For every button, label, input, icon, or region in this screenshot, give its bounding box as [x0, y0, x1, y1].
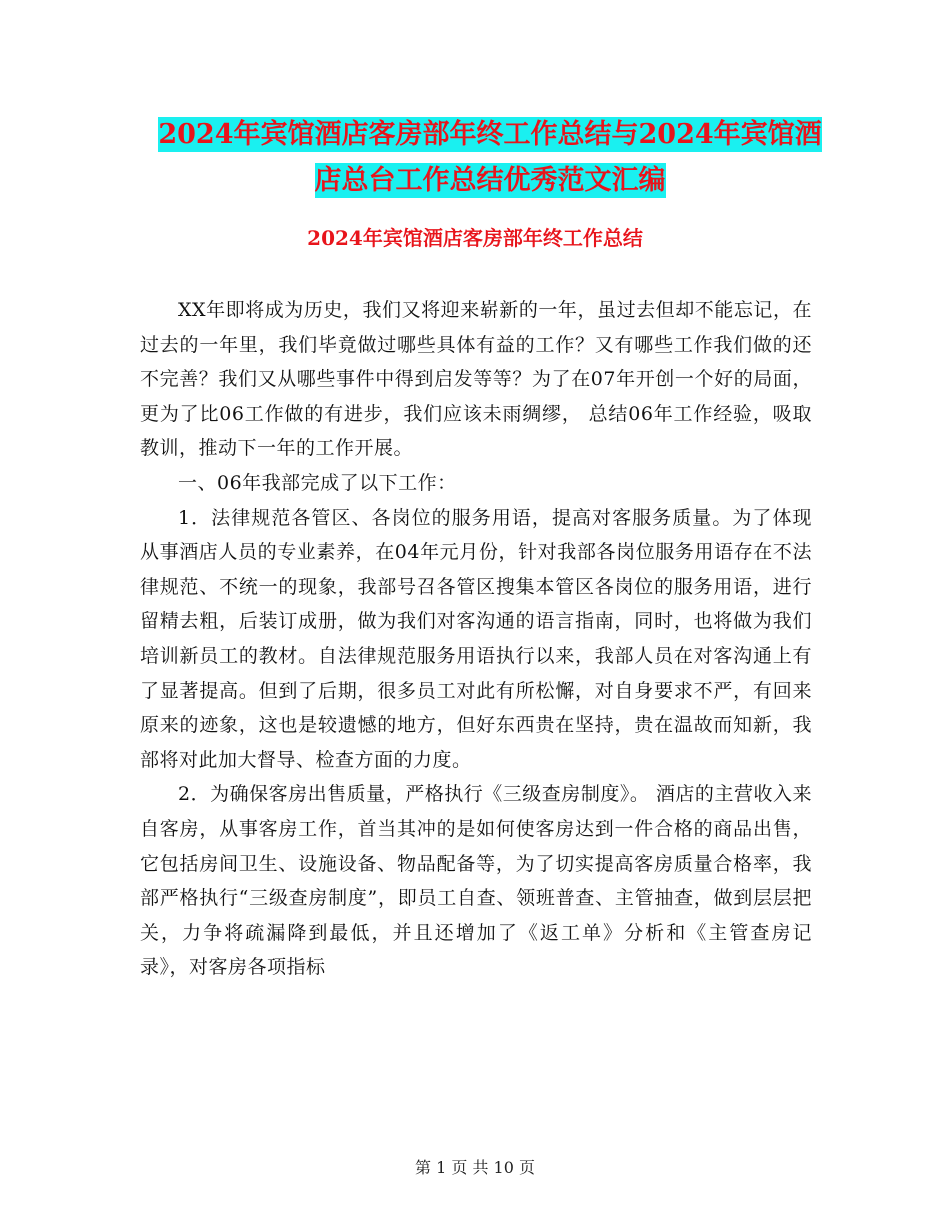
- paragraph-heading: 一、06年我部完成了以下工作：: [178, 471, 457, 494]
- document-body: [140, 293, 812, 985]
- paragraph-intro: XX年即将成为历史，我们又将迎来崭新的一年，虽过去但却不能忘记，在过去的一年里，我们毕竟做过哪些具体有益的工作？又有哪些工作我们做的还不完善？我们又从哪些事件中得到启发等等？为了在07年开创一个好的局面，更为了比06工作做的有进步，我们应该未雨绸缪， 总结06年工作经验，吸取教训，推动下一年的工作开展。: [140, 299, 812, 460]
- document-title: [140, 112, 840, 204]
- title-line-2: 店总台工作总结优秀范文汇编: [314, 165, 666, 196]
- section-title: 2024年宾馆酒店客房部年终工作总结: [307, 226, 643, 250]
- title-line-1: 2024年宾馆酒店客房部年终工作总结与2024年宾馆酒: [158, 119, 822, 150]
- paragraph-item-2: 2．为确保客房出售质量，严格执行《三级查房制度》。 酒店的主营收入来自客房，从事客房工作，首当其冲的是如何使客房达到一件合格的商品出售，它包括房间卫生、设施设备、物品配备等，为了切实提高客房质量合格率，我部严格执行“三级查房制度”，即员工自查、领班普查、主管抽查，做到层层把关，力争将疏漏降到最低，并且还增加了《返工单》分析和《主管查房记录》，对客房各项指标: [140, 783, 812, 979]
- paragraph-item-1: 1．法律规范各管区、各岗位的服务用语，提高对客服务质量。为了体现从事酒店人员的专业素养，在04年元月份，针对我部各岗位服务用语存在不法律规范、不统一的现象，我部号召各管区搜集本管区各岗位的服务用语，进行留精去粗，后装订成册，做为我们对客沟通的语言指南，同时，也将做为我们培训新员工的教材。自法律规范服务用语执行以来，我部人员在对客沟通上有了显著提高。但到了后期，很多员工对此有所松懈，对自身要求不严，有回来原来的迹象，这也是较遗憾的地方，但好东西贵在坚持，贵在温故而知新，我部将对此加大督导、检查方面的力度。: [140, 506, 812, 771]
- page-footer: 第 1 页 共 10 页: [415, 1158, 535, 1177]
